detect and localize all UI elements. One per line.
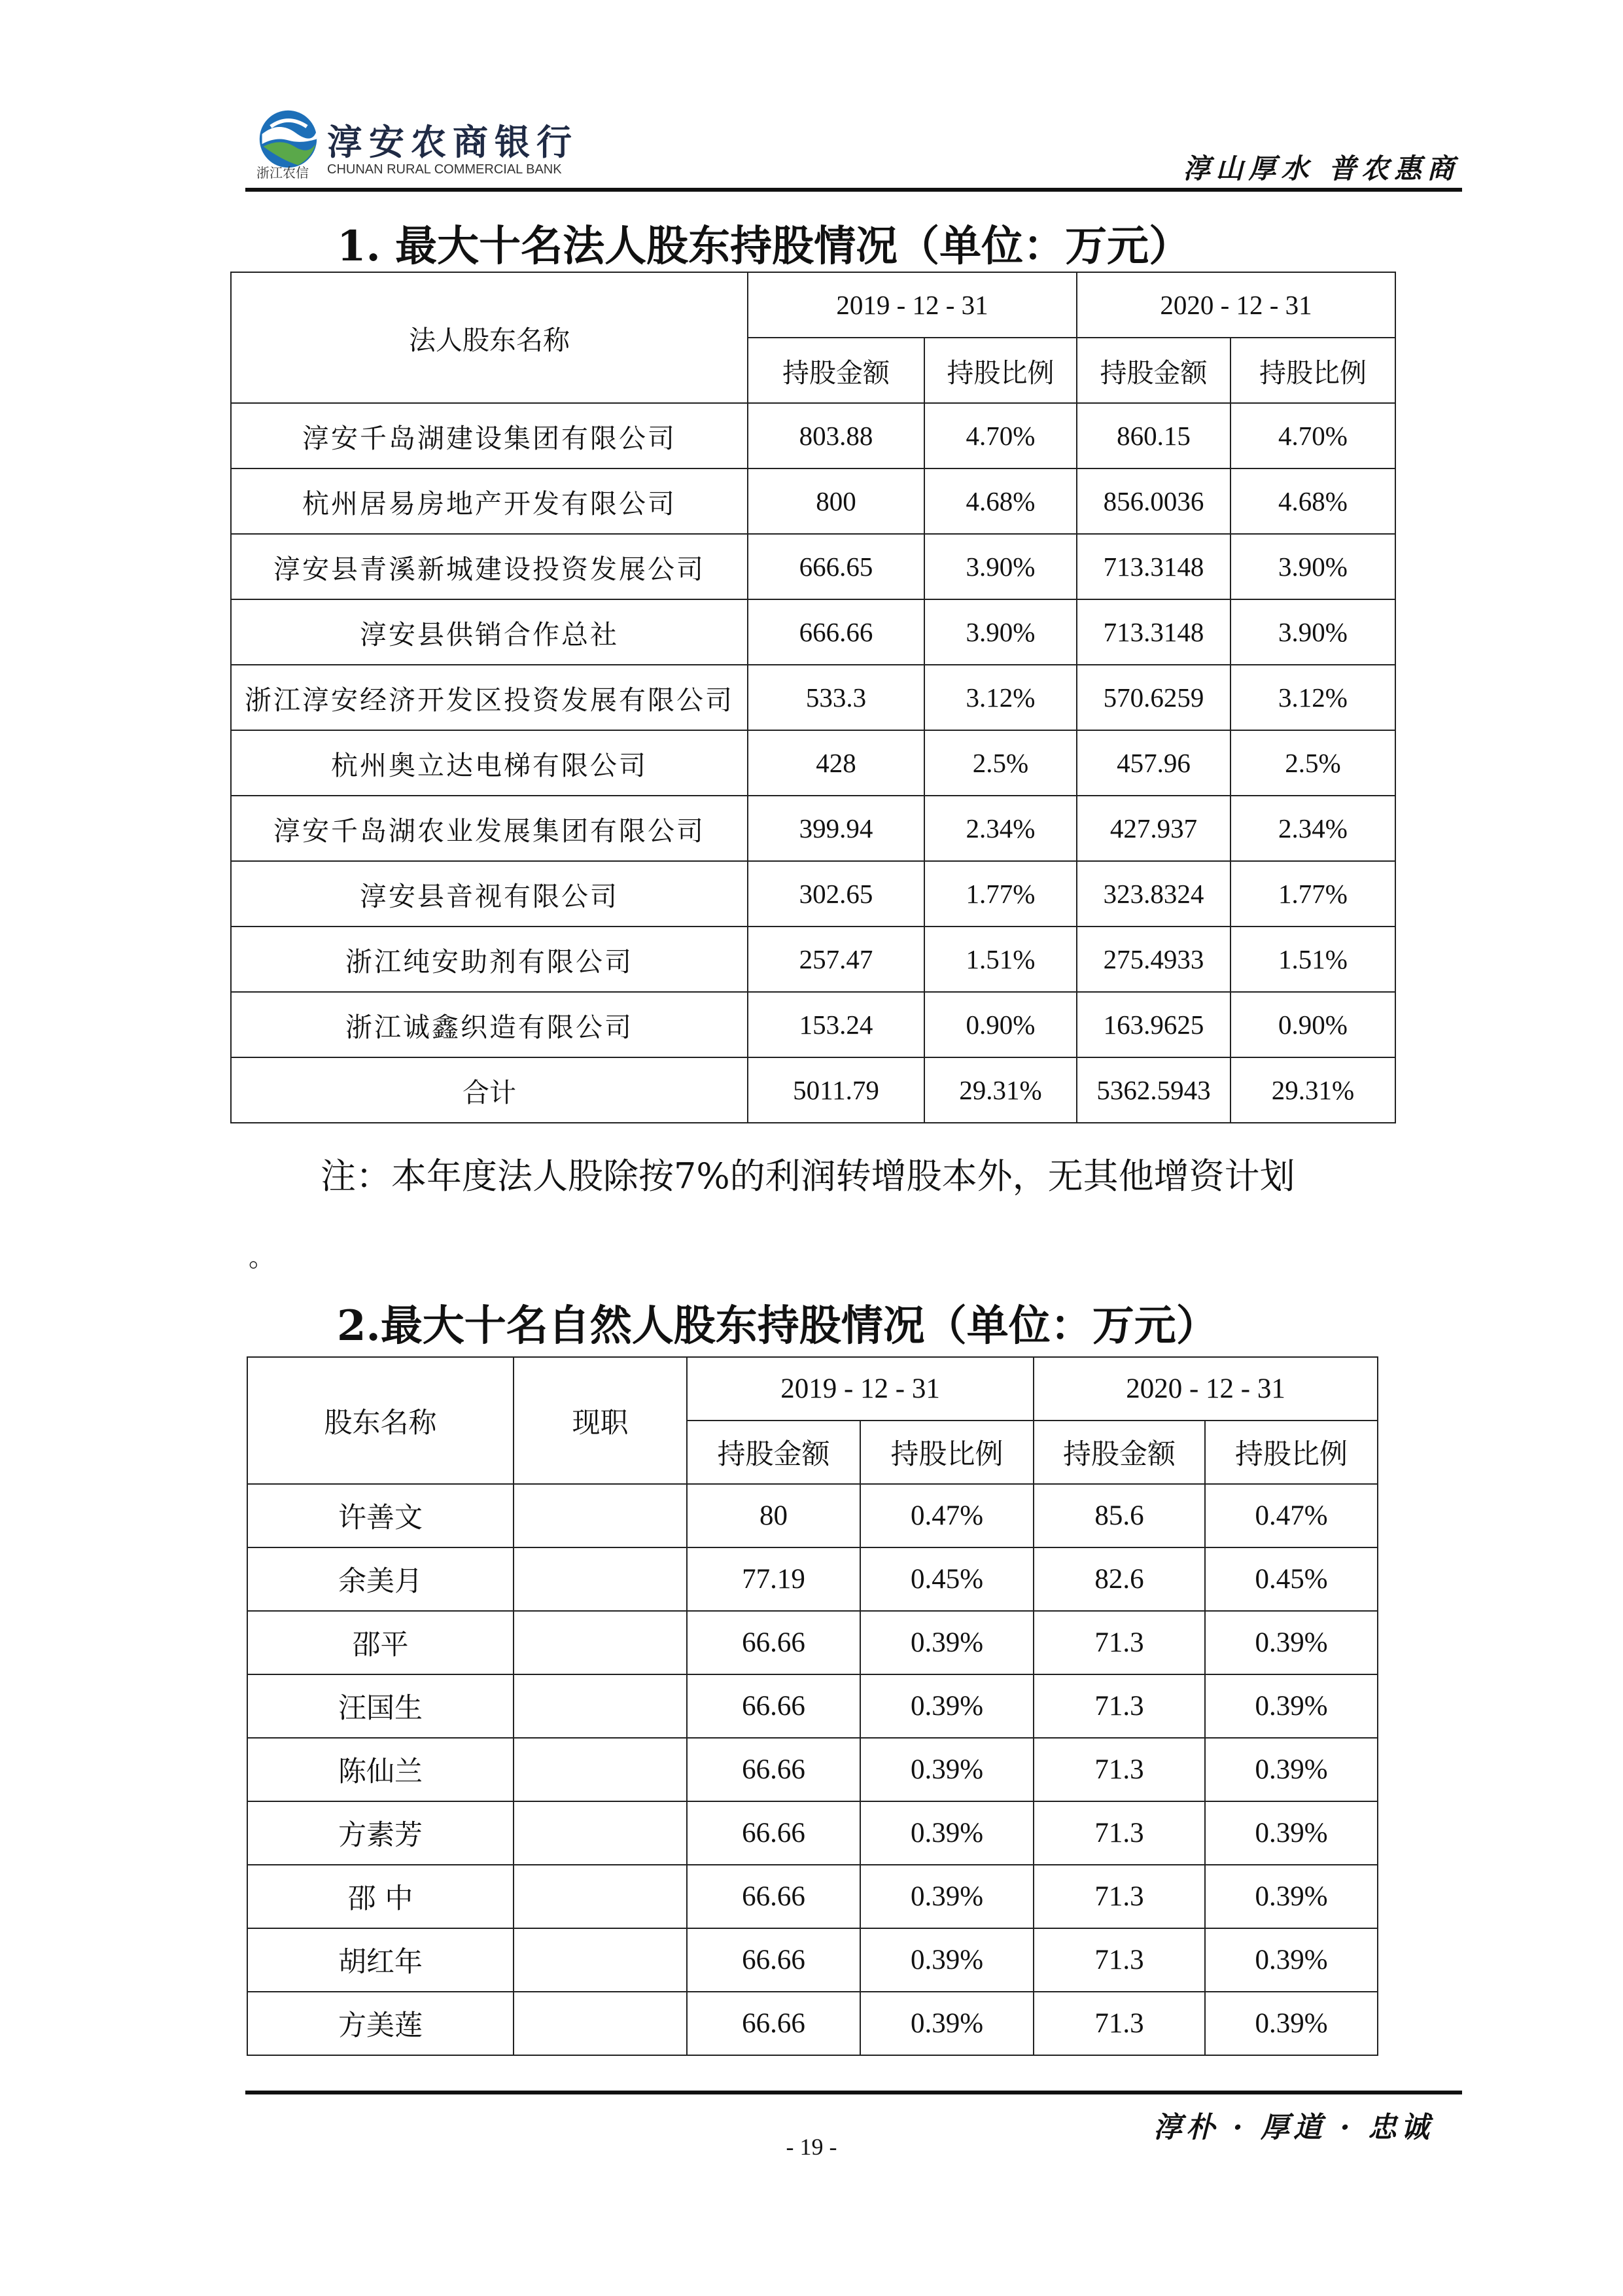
shareholder-name: 邵 中 bbox=[247, 1865, 514, 1928]
brand-sub-en: CHUNAN RURAL COMMERCIAL BANK bbox=[327, 162, 562, 177]
section1-title: 1. 最大十名法人股东持股情况（单位：万元） bbox=[337, 222, 1191, 271]
total-amount-2019: 5011.79 bbox=[748, 1057, 924, 1123]
shareholder-name: 余美月 bbox=[247, 1547, 514, 1611]
amount-2019: 77.19 bbox=[687, 1547, 860, 1611]
ratio-2019: 0.39% bbox=[860, 1801, 1034, 1865]
bank-logo-icon bbox=[257, 108, 319, 170]
amount-2020: 856.0036 bbox=[1077, 468, 1230, 534]
amount-2020: 85.6 bbox=[1034, 1484, 1205, 1547]
amount-2019: 66.66 bbox=[687, 1611, 860, 1674]
table-row bbox=[231, 599, 1395, 665]
shareholder-name: 陈仙兰 bbox=[247, 1738, 514, 1801]
ratio-2019: 3.90% bbox=[924, 534, 1077, 599]
ratio-2019: 2.34% bbox=[924, 796, 1077, 861]
corporate-shareholders-table bbox=[230, 272, 1396, 1123]
ratio-2019: 0.39% bbox=[860, 1611, 1034, 1674]
header-date-2020: 2020 - 12 - 31 bbox=[1034, 1357, 1378, 1421]
ratio-2019: 4.68% bbox=[924, 468, 1077, 534]
ratio-2019: 0.39% bbox=[860, 1674, 1034, 1738]
amount-2019: 533.3 bbox=[748, 665, 924, 730]
header-amount-2019: 持股金额 bbox=[748, 338, 924, 403]
header-date-2020: 2020 - 12 - 31 bbox=[1077, 272, 1395, 338]
amount-2019: 66.66 bbox=[687, 1801, 860, 1865]
amount-2020: 570.6259 bbox=[1077, 665, 1230, 730]
ratio-2020: 2.34% bbox=[1230, 796, 1395, 861]
ratio-2019: 3.12% bbox=[924, 665, 1077, 730]
shareholder-name: 邵平 bbox=[247, 1611, 514, 1674]
amount-2019: 399.94 bbox=[748, 796, 924, 861]
ratio-2020: 0.39% bbox=[1205, 1928, 1378, 1992]
page-number: - 19 - bbox=[786, 2134, 837, 2160]
shareholder-name: 汪国生 bbox=[247, 1674, 514, 1738]
ratio-2020: 0.39% bbox=[1205, 1865, 1378, 1928]
header-shareholder-name: 法人股东名称 bbox=[231, 272, 748, 403]
table-row bbox=[247, 1928, 1378, 1992]
table-row bbox=[247, 1611, 1378, 1674]
amount-2020: 71.3 bbox=[1034, 1865, 1205, 1928]
ratio-2020: 0.39% bbox=[1205, 1674, 1378, 1738]
header-ratio-2019: 持股比例 bbox=[924, 338, 1077, 403]
header-ratio-2019: 持股比例 bbox=[860, 1421, 1034, 1484]
header-slogan: 淳山厚水 普农惠商 bbox=[1183, 152, 1459, 185]
amount-2019: 428 bbox=[748, 730, 924, 796]
amount-2019: 66.66 bbox=[687, 1928, 860, 1992]
amount-2020: 71.3 bbox=[1034, 1738, 1205, 1801]
shareholder-position bbox=[514, 1865, 687, 1928]
amount-2019: 803.88 bbox=[748, 403, 924, 468]
amount-2019: 66.66 bbox=[687, 1738, 860, 1801]
shareholder-position bbox=[514, 1801, 687, 1865]
total-ratio-2019: 29.31% bbox=[924, 1057, 1077, 1123]
table-row bbox=[247, 1547, 1378, 1611]
amount-2020: 860.15 bbox=[1077, 403, 1230, 468]
amount-2020: 71.3 bbox=[1034, 1801, 1205, 1865]
header-shareholder-name: 股东名称 bbox=[247, 1357, 514, 1484]
table-row bbox=[247, 1992, 1378, 2055]
amount-2020: 71.3 bbox=[1034, 1674, 1205, 1738]
shareholder-position bbox=[514, 1611, 687, 1674]
header-ratio-2020: 持股比例 bbox=[1230, 338, 1395, 403]
shareholder-position bbox=[514, 1484, 687, 1547]
ratio-2020: 1.51% bbox=[1230, 927, 1395, 992]
ratio-2019: 0.90% bbox=[924, 992, 1077, 1057]
ratio-2020: 0.90% bbox=[1230, 992, 1395, 1057]
table-row bbox=[231, 534, 1395, 599]
table-row bbox=[231, 796, 1395, 861]
shareholder-name: 淳安县供销合作总社 bbox=[231, 599, 748, 665]
amount-2019: 666.66 bbox=[748, 599, 924, 665]
total-label: 合计 bbox=[231, 1057, 748, 1123]
ratio-2020: 1.77% bbox=[1230, 861, 1395, 927]
table-row bbox=[231, 861, 1395, 927]
ratio-2019: 0.39% bbox=[860, 1992, 1034, 2055]
amount-2019: 302.65 bbox=[748, 861, 924, 927]
table-row bbox=[231, 927, 1395, 992]
ratio-2019: 4.70% bbox=[924, 403, 1077, 468]
amount-2019: 153.24 bbox=[748, 992, 924, 1057]
amount-2020: 82.6 bbox=[1034, 1547, 1205, 1611]
shareholder-name: 浙江诚鑫织造有限公司 bbox=[231, 992, 748, 1057]
amount-2020: 713.3148 bbox=[1077, 599, 1230, 665]
header-amount-2020: 持股金额 bbox=[1077, 338, 1230, 403]
individual-shareholders-table bbox=[247, 1356, 1378, 2056]
ratio-2020: 3.12% bbox=[1230, 665, 1395, 730]
amount-2020: 457.96 bbox=[1077, 730, 1230, 796]
shareholder-position bbox=[514, 1738, 687, 1801]
shareholder-name: 胡红年 bbox=[247, 1928, 514, 1992]
footer-divider bbox=[245, 2091, 1462, 2094]
amount-2019: 80 bbox=[687, 1484, 860, 1547]
ratio-2020: 0.39% bbox=[1205, 1611, 1378, 1674]
ratio-2019: 1.51% bbox=[924, 927, 1077, 992]
shareholder-name: 杭州奥立达电梯有限公司 bbox=[231, 730, 748, 796]
header-date-2019: 2019 - 12 - 31 bbox=[748, 272, 1077, 338]
ratio-2019: 2.5% bbox=[924, 730, 1077, 796]
header-amount-2019: 持股金额 bbox=[687, 1421, 860, 1484]
amount-2020: 71.3 bbox=[1034, 1992, 1205, 2055]
table-row bbox=[231, 992, 1395, 1057]
table-row bbox=[231, 730, 1395, 796]
header-divider bbox=[245, 188, 1462, 192]
ratio-2020: 4.68% bbox=[1230, 468, 1395, 534]
brand-sub-cn: 浙江农信 bbox=[256, 166, 309, 181]
ratio-2020: 4.70% bbox=[1230, 403, 1395, 468]
amount-2019: 66.66 bbox=[687, 1674, 860, 1738]
amount-2020: 427.937 bbox=[1077, 796, 1230, 861]
header-date-2019: 2019 - 12 - 31 bbox=[687, 1357, 1034, 1421]
amount-2020: 713.3148 bbox=[1077, 534, 1230, 599]
section1-note-tail: 。 bbox=[249, 1243, 275, 1273]
amount-2020: 71.3 bbox=[1034, 1611, 1205, 1674]
brand-name: 淳安农商银行 bbox=[327, 121, 578, 163]
table-row bbox=[247, 1484, 1378, 1547]
shareholder-name: 淳安县青溪新城建设投资发展公司 bbox=[231, 534, 748, 599]
shareholder-position bbox=[514, 1992, 687, 2055]
ratio-2020: 0.47% bbox=[1205, 1484, 1378, 1547]
shareholder-position bbox=[514, 1674, 687, 1738]
amount-2019: 800 bbox=[748, 468, 924, 534]
table-total-row bbox=[231, 1057, 1395, 1123]
shareholder-position bbox=[514, 1928, 687, 1992]
table-row bbox=[247, 1865, 1378, 1928]
section1-note: 注：本年度法人股除按7%的利润转增股本外，无其他增资计划 bbox=[321, 1156, 1295, 1197]
amount-2019: 66.66 bbox=[687, 1992, 860, 2055]
shareholder-name: 淳安千岛湖建设集团有限公司 bbox=[231, 403, 748, 468]
ratio-2019: 0.39% bbox=[860, 1738, 1034, 1801]
ratio-2020: 2.5% bbox=[1230, 730, 1395, 796]
table-row bbox=[247, 1674, 1378, 1738]
shareholder-name: 方美莲 bbox=[247, 1992, 514, 2055]
amount-2020: 163.9625 bbox=[1077, 992, 1230, 1057]
ratio-2019: 1.77% bbox=[924, 861, 1077, 927]
ratio-2020: 0.39% bbox=[1205, 1738, 1378, 1801]
footer-motto: 淳朴 · 厚道 · 忠诚 bbox=[1153, 2111, 1433, 2144]
shareholder-name: 杭州居易房地产开发有限公司 bbox=[231, 468, 748, 534]
shareholder-name: 方素芳 bbox=[247, 1801, 514, 1865]
shareholder-position bbox=[514, 1547, 687, 1611]
ratio-2020: 0.39% bbox=[1205, 1992, 1378, 2055]
section2-title: 2.最大十名自然人股东持股情况（单位：万元） bbox=[337, 1301, 1218, 1351]
ratio-2019: 3.90% bbox=[924, 599, 1077, 665]
amount-2020: 71.3 bbox=[1034, 1928, 1205, 1992]
table-row bbox=[231, 403, 1395, 468]
total-amount-2020: 5362.5943 bbox=[1077, 1057, 1230, 1123]
shareholder-name: 淳安县音视有限公司 bbox=[231, 861, 748, 927]
shareholder-name: 淳安千岛湖农业发展集团有限公司 bbox=[231, 796, 748, 861]
table-row bbox=[231, 468, 1395, 534]
table-row bbox=[247, 1801, 1378, 1865]
table-row bbox=[247, 1738, 1378, 1801]
header-position: 现职 bbox=[514, 1357, 687, 1484]
ratio-2019: 0.39% bbox=[860, 1928, 1034, 1992]
ratio-2020: 0.45% bbox=[1205, 1547, 1378, 1611]
header-ratio-2020: 持股比例 bbox=[1205, 1421, 1378, 1484]
amount-2019: 66.66 bbox=[687, 1865, 860, 1928]
table-row bbox=[231, 665, 1395, 730]
ratio-2019: 0.39% bbox=[860, 1865, 1034, 1928]
ratio-2019: 0.47% bbox=[860, 1484, 1034, 1547]
shareholder-name: 浙江淳安经济开发区投资发展有限公司 bbox=[231, 665, 748, 730]
header-amount-2020: 持股金额 bbox=[1034, 1421, 1205, 1484]
ratio-2020: 3.90% bbox=[1230, 534, 1395, 599]
amount-2019: 666.65 bbox=[748, 534, 924, 599]
shareholder-name: 浙江纯安助剂有限公司 bbox=[231, 927, 748, 992]
amount-2020: 275.4933 bbox=[1077, 927, 1230, 992]
amount-2019: 257.47 bbox=[748, 927, 924, 992]
ratio-2020: 0.39% bbox=[1205, 1801, 1378, 1865]
ratio-2019: 0.45% bbox=[860, 1547, 1034, 1611]
shareholder-name: 许善文 bbox=[247, 1484, 514, 1547]
amount-2020: 323.8324 bbox=[1077, 861, 1230, 927]
total-ratio-2020: 29.31% bbox=[1230, 1057, 1395, 1123]
ratio-2020: 3.90% bbox=[1230, 599, 1395, 665]
